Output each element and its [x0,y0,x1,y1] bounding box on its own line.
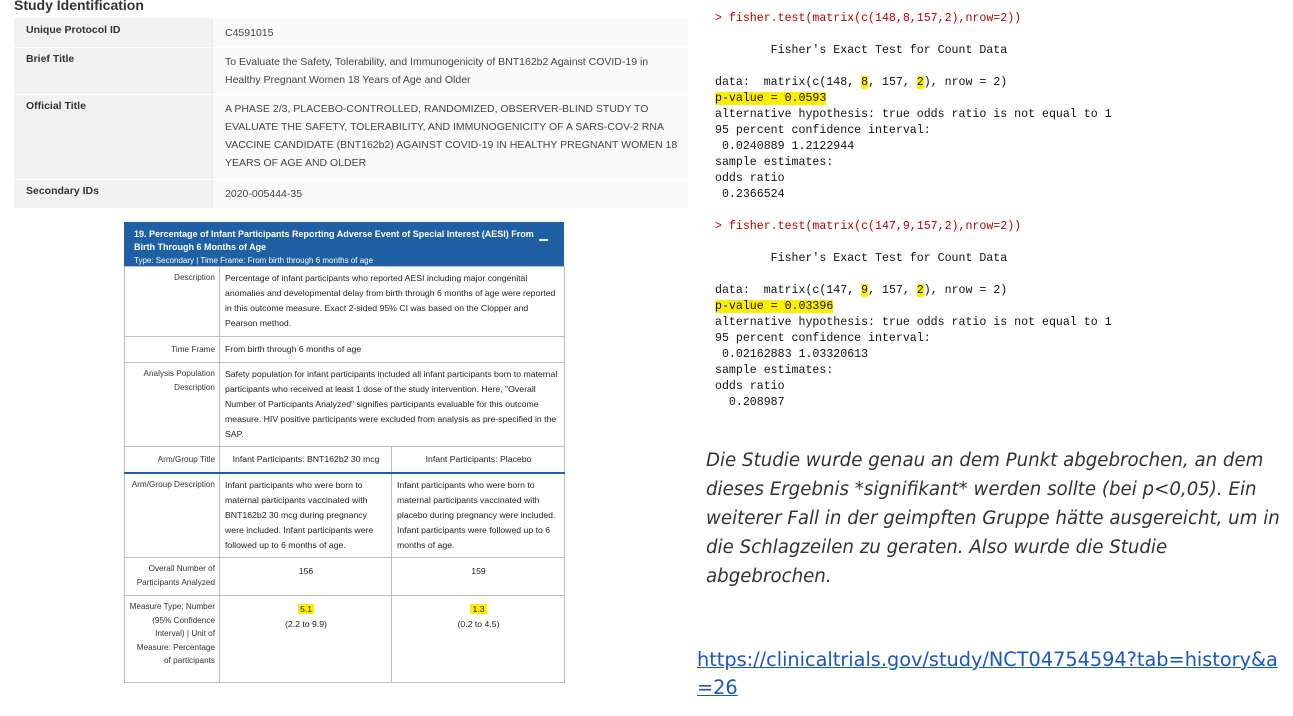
analysis-population-label: Analysis Population Description [125,363,220,447]
description-label: Description [125,267,220,337]
measure-type-label: Measure Type: Number (95% Confidence Interval) | Unit of Measure: Percentage of participants [125,596,220,683]
arm-title-bnt162b2: Infant Participants: BNT162b2 30 mcg [220,447,392,473]
arm-description-bnt162b2: Infant participants who were born to maternal participants vaccinated with BNT162b2 30 mcg during pregnancy were included. Infant participants were followed up to 6 months of age. [220,473,392,558]
outcome-measure-panel [124,222,564,683]
table-row [14,95,688,180]
participants-analyzed-bnt162b2: 156 [220,558,392,596]
participants-analyzed-placebo: 159 [392,558,565,596]
sample-estimates-label: sample estimates: [715,364,834,377]
alternative-hypothesis: alternative hypothesis: true odds ratio is not equal to 1 [715,316,1112,329]
p-value: p-value = 0.0593 [715,92,827,105]
outcome-measure-title: 19. Percentage of Infant Participants Reporting Adverse Event of Special Interest (AESI) From Birth Through 6 Months of Age [134,229,534,252]
highlighted-count: 2 [916,76,924,89]
highlighted-count: 9 [861,284,869,297]
table-row [125,596,565,683]
highlighted-count: 2 [916,284,924,297]
unique-protocol-id-label: Unique Protocol ID [14,18,213,48]
measure-value-placebo: 1.3 [472,604,485,614]
table-row [125,473,565,558]
measure-value-cell-bnt162b2 [220,596,392,683]
table-row [125,447,565,473]
arm-description-placebo: Infant participants who were born to maternal participants vaccinated with placebo during pregnancy were included. Infant participants were followed up to 6 months of age. [392,473,565,558]
analysis-population-text: Safety population for infant participants included all infant participants born to maternal participants who received at least 1 dose of the study intervention. Here, "Overall Number of Participants Analyzed" signifies participants evaluable for this outcome measure. HIV positive participants were excluded from analysis as pre-specified in the SAP. [220,363,565,447]
time-frame-text: From birth through 6 months of age [220,337,565,363]
table-row [125,337,565,363]
table-row [125,363,565,447]
table-row [14,18,688,48]
arm-group-description-label: Arm/Group Description [125,473,220,558]
description-text: Percentage of infant participants who reported AESI including major congenital anomalies and developmental delay from birth through 6 months of age were reported in this outcome measure. Exact 2-sided 95% CI was based on the Clopper and Pearson method. [220,267,565,337]
alternative-hypothesis: alternative hypothesis: true odds ratio is not equal to 1 [715,108,1112,121]
commentary-text: Die Studie wurde genau an dem Punkt abgebrochen, an dem dieses Ergebnis *signifikant* werden sollte (bei p<0,05). Ein weiterer Fall in der geimpften Gruppe hätte ausgereicht, um in die Schlagzeilen zu geraten. Also wurde die Studie abgebrochen. [706,450,1280,587]
data-line: data: matrix(c(147, 9, 157, 2), nrow = 2) [715,284,1008,297]
clinicaltrials-link[interactable]: https://clinicaltrials.gov/study/NCT04754594?tab=history&a=26 [697,648,1278,699]
test-header: Fisher's Exact Test for Count Data [715,252,1008,265]
confidence-interval-label: 95 percent confidence interval: [715,332,931,345]
table-row [14,180,688,209]
table-row [14,48,688,95]
outcome-measure-header[interactable] [124,222,564,266]
p-value: p-value = 0.03396 [715,300,834,313]
estimate-value: 0.208987 [715,396,785,409]
official-title-label: Official Title [14,95,213,180]
estimate-name: odds ratio [715,380,785,393]
study-identification-heading: Study Identification [14,0,144,13]
brief-title-label: Brief Title [14,48,213,95]
confidence-interval-bnt162b2: (2.2 to 9.9) [284,619,327,629]
confidence-interval-label: 95 percent confidence interval: [715,124,931,137]
confidence-interval: 0.02162883 1.03320613 [715,348,869,361]
study-identification-section [14,0,688,209]
arm-group-title-label: Arm/Group Title [125,447,220,473]
secondary-ids-label: Secondary IDs [14,180,213,209]
measure-value-bnt162b2: 5.1 [299,604,313,614]
test-header: Fisher's Exact Test for Count Data [715,44,1008,57]
time-frame-label: Time Frame [125,337,220,363]
confidence-interval-placebo: (0.2 to 4.5) [457,619,500,629]
arm-title-placebo: Infant Participants: Placebo [392,447,565,473]
study-identification-table [14,18,688,209]
confidence-interval: 0.0240889 1.2122944 [715,140,855,153]
r-command: > fisher.test(matrix(c(147,9,157,2),nrow=2)) [715,220,1022,233]
data-line: data: matrix(c(148, 8, 157, 2), nrow = 2) [715,76,1008,89]
secondary-ids-value: 2020-005444-35 [213,180,689,209]
r-command: > fisher.test(matrix(c(148,8,157,2),nrow=2)) [715,12,1022,25]
measure-value-cell-placebo [392,596,565,683]
table-row [125,267,565,337]
collapse-icon[interactable] [539,239,548,241]
unique-protocol-id-value: C4591015 [213,18,689,48]
table-row [125,558,565,596]
brief-title-value: To Evaluate the Safety, Tolerability, and Immunogenicity of BNT162b2 Against COVID-19 in Healthy Pregnant Women 18 Years of Age and Older [213,48,689,95]
outcome-measure-table [124,266,565,683]
r-console-output-1 [715,11,1112,203]
r-console-output-2 [715,219,1112,411]
estimate-value: 0.2366524 [715,188,785,201]
outcome-measure-subtitle: Type: Secondary | Time Frame: From birth through 6 months of age [134,256,374,265]
official-title-value: A PHASE 2/3, PLACEBO-CONTROLLED, RANDOMIZED, OBSERVER-BLIND STUDY TO EVALUATE THE SAFETY, TOLERABILITY, AND IMMUNOGENICITY OF A SARS-COV-2 RNA VACCINE CANDIDATE (BNT162b2) AGAINST COVID-19 IN HEALTHY PREGNANT WOMEN 18 YEARS OF AGE AND OLDER [213,95,689,180]
participants-analyzed-label: Overall Number of Participants Analyzed [125,558,220,596]
estimate-name: odds ratio [715,172,785,185]
highlighted-count: 8 [861,76,869,89]
sample-estimates-label: sample estimates: [715,156,834,169]
